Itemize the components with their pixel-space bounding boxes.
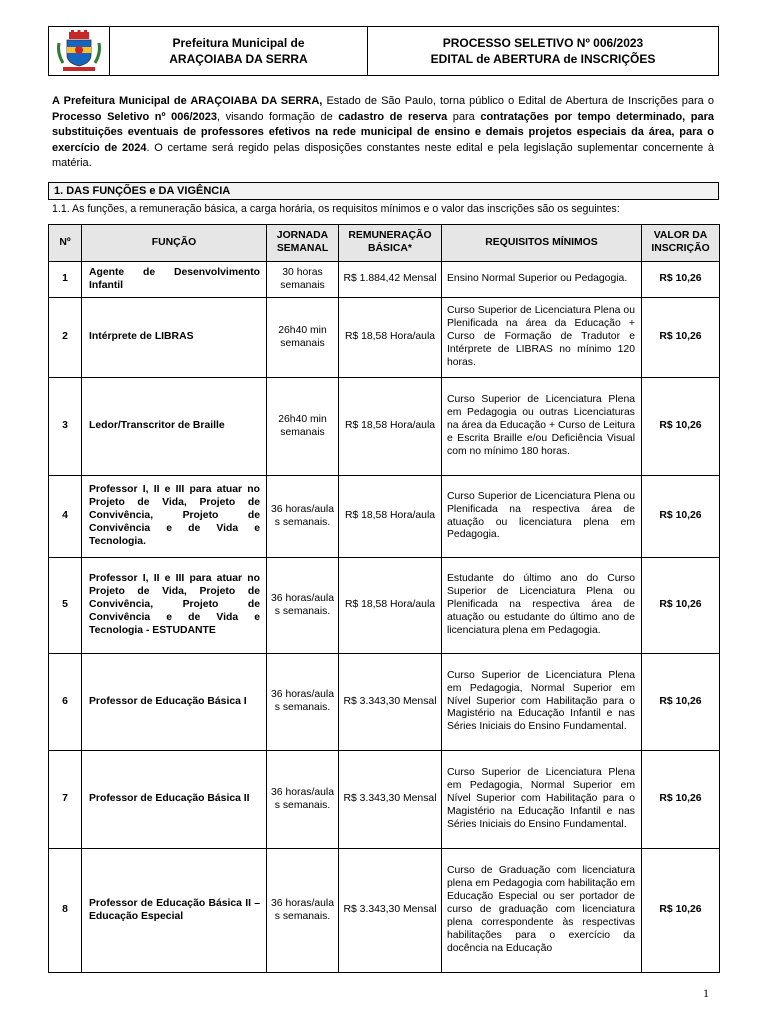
intro-part-3: Processo Seletivo nº 006/2023 [52,110,217,123]
cell-requisitos: Curso Superior de Licenciatura Plena ou Plenificada na respectiva área de atuação ou licenciatura plena em Pedagogia. [442,476,642,558]
cell-valor: R$ 10,26 [642,751,720,849]
cell-funcao: Professor I, II e III para atuar no Projeto de Vida, Projeto de Convivência, Projeto de Convivência e de Vida e Tecnologia - ESTUDANTE [82,558,267,654]
intro-part-7: contratações por tempo determinado, para substituições eventuais de professores efetivos na rede municipal de ensino e demais projetos especiais da área, para o exercício de 2024 [52,110,715,154]
municipality-line-1: Prefeitura Municipal de [172,36,305,50]
municipality-line-2: ARAÇOIABA DA SERRA [169,52,308,66]
cell-number: 6 [49,654,82,751]
cell-requisitos: Ensino Normal Superior ou Pedagogia. [442,262,642,298]
table-row [49,558,720,654]
cell-number: 7 [49,751,82,849]
intro-part-8: . O certame será regido pelas disposições constantes neste edital e pela legislação suplementar concernente à matéria. [52,141,715,169]
cell-number: 5 [49,558,82,654]
cell-jornada: 36 horas/aula s semanais. [267,654,339,751]
cell-valor: R$ 10,26 [642,558,720,654]
table-row [49,654,720,751]
cell-number: 3 [49,378,82,476]
cell-requisitos: Curso Superior de Licenciatura Plena em Pedagogia, Normal Superior em Nível Superior com Habilitação para o Magistério na Educação Infantil e nas Séries Iniciais do Ensino Fundamental. [442,654,642,751]
cell-remuneracao: R$ 18,58 Hora/aula [339,558,442,654]
cell-jornada: 36 horas/aula s semanais. [267,558,339,654]
cell-valor: R$ 10,26 [642,654,720,751]
cell-number: 1 [49,262,82,298]
section-subtitle: 1.1. As funções, a remuneração básica, a carga horária, os requisitos mínimos e o valor das inscrições são os seguintes: [52,203,620,215]
intro-part-1: A Prefeitura Municipal de ARAÇOIABA DA SERRA, [52,95,323,107]
cell-valor: R$ 10,26 [642,476,720,558]
table-header-row [49,225,720,262]
header-funcao: FUNÇÃO [82,225,267,262]
cell-jornada: 36 horas/aula s semanais. [267,751,339,849]
cell-remuneracao: R$ 1.884,42 Mensal [339,262,442,298]
coat-of-arms-icon [55,29,103,73]
intro-part-6: para [447,110,481,123]
municipality-name [110,27,368,75]
table-row [49,298,720,378]
cell-remuneracao: R$ 3.343,30 Mensal [339,654,442,751]
cell-funcao: Ledor/Transcritor de Braille [82,378,267,476]
process-line-1: PROCESSO SELETIVO Nº 006/2023 [442,36,644,50]
cell-remuneracao: R$ 18,58 Hora/aula [339,378,442,476]
table-row [49,849,720,973]
table-row [49,262,720,298]
cell-jornada: 36 horas/aula s semanais. [267,476,339,558]
header-number: Nº [49,225,82,262]
cell-requisitos: Curso Superior de Licenciatura Plena ou Plenificada na área da Educação + Curso de Formação de Tradutor e Intérprete de LIBRAS no mínimo 120 horas. [442,298,642,378]
header-requisitos: REQUISITOS MÍNIMOS [442,225,642,262]
cell-remuneracao: R$ 18,58 Hora/aula [339,476,442,558]
positions-table [48,224,720,973]
cell-number: 8 [49,849,82,973]
process-line-2: EDITAL de ABERTURA de INSCRIÇÕES [430,52,656,66]
cell-jornada: 26h40 min semanais [267,298,339,378]
cell-funcao: Professor de Educação Básica I [82,654,267,751]
table-row [49,476,720,558]
cell-jornada: 30 horas semanais [267,262,339,298]
cell-remuneracao: R$ 18,58 Hora/aula [339,298,442,378]
intro-part-4: , visando formação de [216,110,339,123]
header-valor: VALOR DA INSCRIÇÃO [642,225,720,262]
intro-part-5: cadastro de reserva [338,110,448,123]
cell-valor: R$ 10,26 [642,378,720,476]
cell-jornada: 36 horas/aula s semanais. [267,849,339,973]
process-title [368,27,718,75]
header-jornada: JORNADA SEMANAL [267,225,339,262]
cell-remuneracao: R$ 3.343,30 Mensal [339,849,442,973]
page-number: 1 [703,986,709,1000]
cell-requisitos: Curso de Graduação com licenciatura plena em Pedagogia com habilitação em Educação Especial ou ser portador de curso de graduação com licenciatura plena correspondente às respectivas habilitações para o exercício da docência na Educação [442,849,642,973]
intro-paragraph [52,94,714,172]
table-row [49,751,720,849]
table-row [49,378,720,476]
cell-funcao: Agente de Desenvolvimento Infantil [82,262,267,298]
header-remuneracao: REMUNERAÇÃO BÁSICA* [339,225,442,262]
cell-requisitos: Estudante do último ano do Curso Superior de Licenciatura Plena ou Plenificada na respectiva área de atuação ou estudante do último ano de licenciatura plena em Pedagogia. [442,558,642,654]
document-header [48,26,719,76]
cell-valor: R$ 10,26 [642,262,720,298]
cell-funcao: Intérprete de LIBRAS [82,298,267,378]
cell-number: 4 [49,476,82,558]
cell-funcao: Professor de Educação Básica II – Educação Especial [82,849,267,973]
section-heading: 1. DAS FUNÇÕES e DA VIGÊNCIA [48,182,719,200]
cell-number: 2 [49,298,82,378]
cell-requisitos: Curso Superior de Licenciatura Plena em Pedagogia, Normal Superior em Nível Superior com Habilitação para o Magistério na Educação Infantil e nas Séries Iniciais do Ensino Fundamental. [442,751,642,849]
cell-remuneracao: R$ 3.343,30 Mensal [339,751,442,849]
coat-of-arms-logo [49,27,110,75]
cell-valor: R$ 10,26 [642,298,720,378]
cell-jornada: 26h40 min semanais [267,378,339,476]
cell-funcao: Professor I, II e III para atuar no Projeto de Vida, Projeto de Convivência, Projeto de Convivência e de Vida e Tecnologia. [82,476,267,558]
cell-valor: R$ 10,26 [642,849,720,973]
intro-part-2: Estado de São Paulo, torna público o Edital de Abertura de Inscrições para o [322,95,714,107]
cell-requisitos: Curso Superior de Licenciatura Plena em Pedagogia ou outras Licenciaturas na área da Educação + Curso de Leitura e Escrita Braille e/ou Deficiência Visual com no mínimo 180 horas. [442,378,642,476]
cell-funcao: Professor de Educação Básica II [82,751,267,849]
